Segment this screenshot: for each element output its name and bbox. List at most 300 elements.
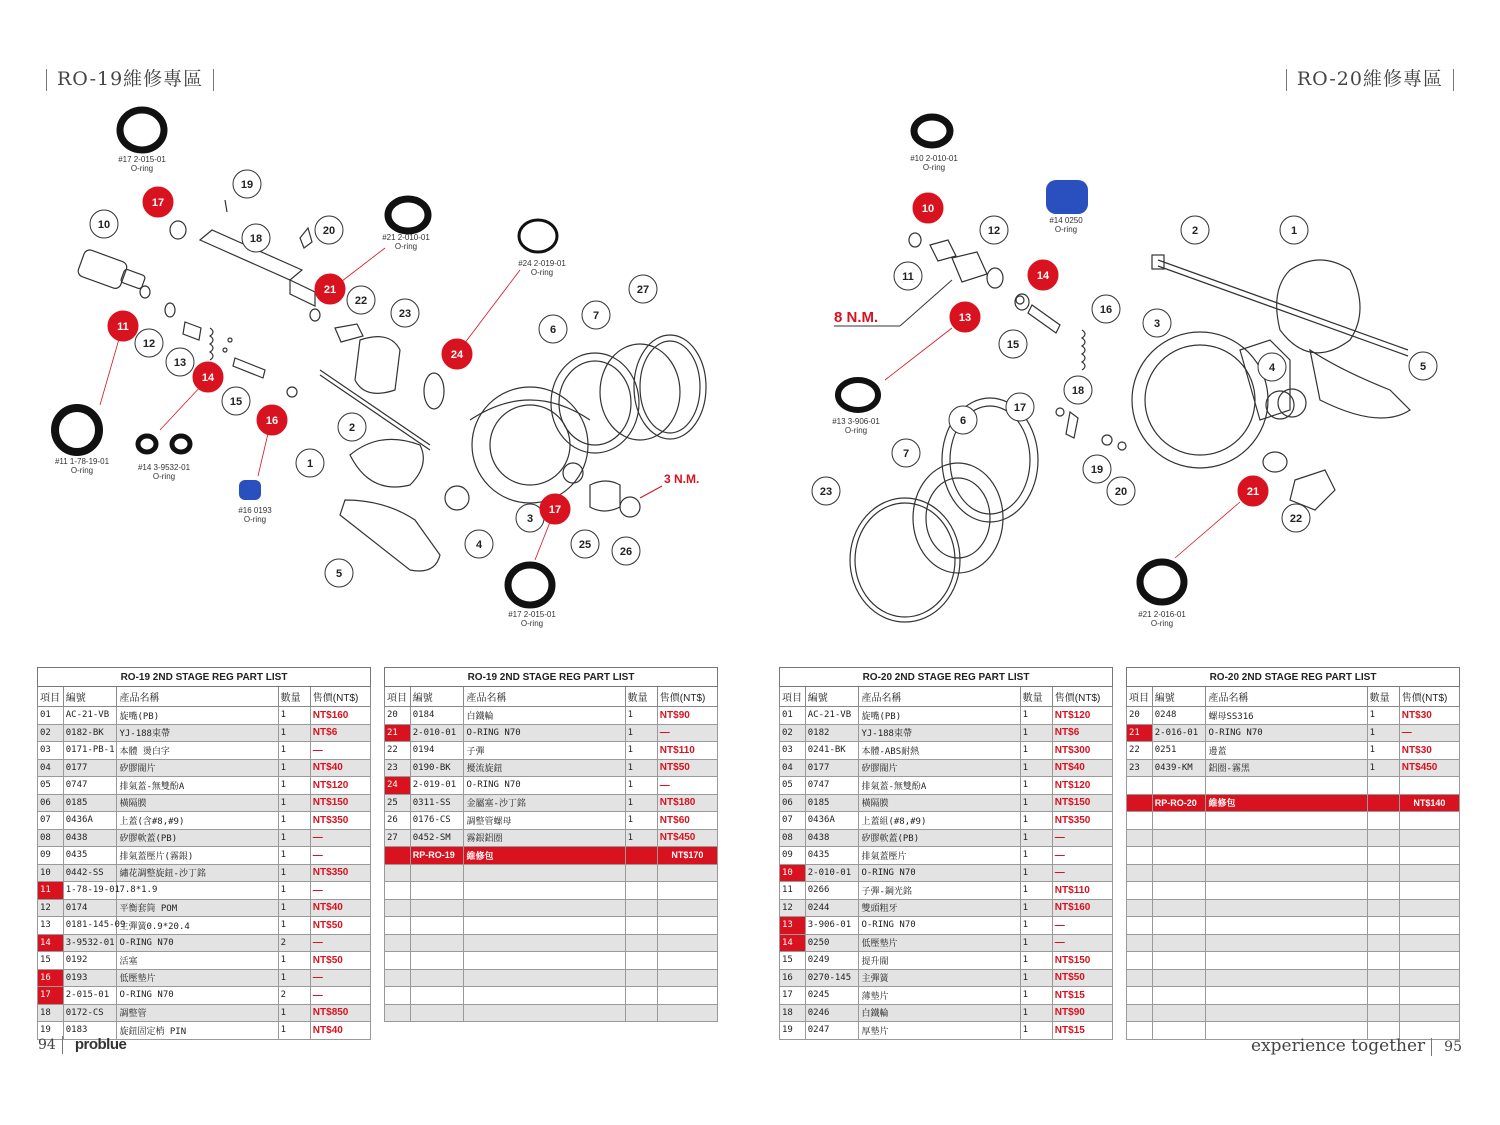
part-name: 矽膠閥片 (117, 759, 278, 777)
part-code (410, 952, 464, 970)
quantity (625, 882, 657, 900)
caption-13: #13 3-906-01 O-ring (832, 417, 880, 435)
price: NT$110 (1052, 882, 1112, 900)
price (1399, 934, 1459, 952)
part-name: 雙頭粗牙 (859, 899, 1020, 917)
item-number: 17 (38, 987, 64, 1005)
price: NT$110 (657, 742, 717, 760)
part-code (1152, 829, 1206, 847)
table-row (1127, 882, 1460, 900)
table-row (385, 987, 718, 1005)
part-name: 調整管 (117, 1004, 278, 1022)
table-row (385, 917, 718, 935)
title-text: RO-20維修專區 (1296, 68, 1443, 90)
table-row (385, 794, 718, 812)
caption-14: #14 3-9532-01 O-ring (137, 463, 191, 481)
table-row (38, 917, 371, 935)
callout-number: 17 (151, 197, 165, 209)
item-number: 14 (38, 934, 64, 952)
part-code (1152, 987, 1206, 1005)
callout-number: 1 (1290, 225, 1298, 237)
table-row (38, 864, 371, 882)
table-row (38, 899, 371, 917)
price: NT$350 (310, 864, 370, 882)
part-code: 2-016-01 (1152, 724, 1206, 742)
quantity: 1 (278, 969, 310, 987)
quantity: 1 (278, 917, 310, 935)
item-number: 21 (385, 724, 411, 742)
part-name (1206, 829, 1367, 847)
part-code: 0249 (805, 952, 859, 970)
part-code: 0439-KM (1152, 759, 1206, 777)
part-code: 0270-145 (805, 969, 859, 987)
part-name (464, 899, 625, 917)
part-name: 矽膠軟蓋(PB) (859, 829, 1020, 847)
quantity (625, 917, 657, 935)
quantity: 1 (625, 812, 657, 830)
item-number (1127, 1022, 1153, 1040)
item-number: 07 (780, 812, 806, 830)
quantity (1367, 864, 1399, 882)
table-row (780, 864, 1113, 882)
caption-14: #14 0250 O-ring (1049, 216, 1083, 234)
part-name (1206, 987, 1367, 1005)
item-number: 04 (38, 759, 64, 777)
quantity: 1 (1367, 707, 1399, 725)
quantity (1367, 777, 1399, 795)
price: NT$30 (1399, 707, 1459, 725)
part-code: 0174 (63, 899, 117, 917)
table-row (1127, 707, 1460, 725)
item-number: 20 (1127, 707, 1153, 725)
callout-number: 18 (249, 233, 263, 245)
part-code: 3-906-01 (805, 917, 859, 935)
table-row (385, 1004, 718, 1022)
quantity: 1 (625, 759, 657, 777)
item-number: 03 (38, 742, 64, 760)
price: — (657, 777, 717, 795)
part-code: 0436A (805, 812, 859, 830)
price: NT$15 (1052, 1022, 1112, 1040)
quantity: 1 (625, 777, 657, 795)
item-number: 08 (38, 829, 64, 847)
quantity (1367, 829, 1399, 847)
part-code: 0311-SS (410, 794, 464, 812)
price: NT$450 (1399, 759, 1459, 777)
part-name (464, 864, 625, 882)
part-name: 繡花調整旋鈕-沙丁銘 (117, 864, 278, 882)
table-title: RO-20 2ND STAGE REG PART LIST (780, 668, 1113, 687)
price: NT$40 (310, 899, 370, 917)
table-row (780, 812, 1113, 830)
price: NT$50 (310, 917, 370, 935)
part-code (1152, 952, 1206, 970)
quantity: 1 (1020, 934, 1052, 952)
part-code: 0435 (805, 847, 859, 865)
part-name (464, 934, 625, 952)
item-number: 12 (780, 899, 806, 917)
quantity: 1 (278, 794, 310, 812)
item-number (1127, 1004, 1153, 1022)
part-name: O-RING N70 (1206, 724, 1367, 742)
price: NT$15 (1052, 987, 1112, 1005)
item-number (1127, 899, 1153, 917)
quantity: 1 (625, 724, 657, 742)
callout-number: 20 (1114, 486, 1128, 498)
item-number (385, 864, 411, 882)
part-name: 維修包 (1206, 794, 1367, 812)
quantity (1367, 969, 1399, 987)
column-header: 售價(NT$) (657, 687, 717, 707)
price: NT$40 (310, 1022, 370, 1040)
part-code: 0182-BK (63, 724, 117, 742)
table-row (780, 882, 1113, 900)
price: — (1052, 864, 1112, 882)
table-row (385, 882, 718, 900)
part-code: 0747 (805, 777, 859, 795)
table-row (780, 742, 1113, 760)
price (1399, 812, 1459, 830)
part-name (1206, 1004, 1367, 1022)
part-name: 7.8*1.9 (117, 882, 278, 900)
callout-number: 23 (398, 308, 412, 320)
item-number: 05 (38, 777, 64, 795)
quantity: 1 (1020, 882, 1052, 900)
quantity: 1 (1020, 1022, 1052, 1040)
quantity (1367, 917, 1399, 935)
item-number: 19 (780, 1022, 806, 1040)
callout-number: 2 (1191, 225, 1199, 237)
caption-17b: #17 2-015-01 O-ring (508, 610, 556, 628)
item-number: 02 (780, 724, 806, 742)
table-row (1127, 777, 1460, 795)
part-code (1152, 777, 1206, 795)
part-code: 0176-CS (410, 812, 464, 830)
item-number (385, 969, 411, 987)
column-header: 數量 (625, 687, 657, 707)
price: NT$300 (1052, 742, 1112, 760)
item-number: 01 (780, 707, 806, 725)
callout-number: 20 (322, 225, 336, 237)
table-row (1127, 742, 1460, 760)
column-header: 數量 (278, 687, 310, 707)
part-code: 0182 (805, 724, 859, 742)
price (657, 934, 717, 952)
quantity: 1 (1020, 707, 1052, 725)
price: NT$90 (657, 707, 717, 725)
callout-number: 13 (173, 357, 187, 369)
quantity: 1 (1367, 724, 1399, 742)
quantity: 1 (1020, 829, 1052, 847)
table-row (780, 952, 1113, 970)
column-header: 項目 (1127, 687, 1153, 707)
callout-number: 17 (1013, 402, 1027, 414)
table-row (385, 724, 718, 742)
callout-number: 17 (548, 504, 562, 516)
quantity: 1 (625, 707, 657, 725)
table-row (38, 777, 371, 795)
item-number: 12 (38, 899, 64, 917)
price (657, 864, 717, 882)
price: — (310, 882, 370, 900)
table-row (38, 724, 371, 742)
price: — (310, 969, 370, 987)
item-number: 09 (780, 847, 806, 865)
column-header: 項目 (385, 687, 411, 707)
callout-number: 6 (959, 415, 967, 427)
item-number (1127, 864, 1153, 882)
part-name: 子彈 (464, 742, 625, 760)
item-number (385, 847, 411, 865)
column-header: 編號 (63, 687, 117, 707)
table-row (38, 759, 371, 777)
table-row (385, 707, 718, 725)
table-row (1127, 759, 1460, 777)
price (1399, 777, 1459, 795)
table-row (780, 724, 1113, 742)
column-header: 編號 (1152, 687, 1206, 707)
callout-number: 27 (636, 284, 650, 296)
part-code: 0185 (63, 794, 117, 812)
part-code: 0435 (63, 847, 117, 865)
part-name: 橫隔膜 (117, 794, 278, 812)
price (1399, 969, 1459, 987)
quantity: 1 (1020, 952, 1052, 970)
ro20-exploded-diagram (770, 100, 1470, 635)
part-code (410, 882, 464, 900)
item-number (1127, 794, 1153, 812)
table-row (38, 707, 371, 725)
quantity: 1 (1020, 777, 1052, 795)
quantity: 1 (625, 829, 657, 847)
price: NT$60 (657, 812, 717, 830)
part-code: 0184 (410, 707, 464, 725)
callout-number: 16 (265, 415, 279, 427)
quantity: 2 (278, 987, 310, 1005)
item-number (1127, 882, 1153, 900)
part-code: 3-9532-01 (63, 934, 117, 952)
part-code: 0190-BK (410, 759, 464, 777)
part-name (1206, 864, 1367, 882)
callout-number: 13 (958, 312, 972, 324)
price: — (310, 829, 370, 847)
column-header: 項目 (38, 687, 64, 707)
part-name (464, 969, 625, 987)
part-code: 0171-PB-1 (63, 742, 117, 760)
part-name: 矽膠閥片 (859, 759, 1020, 777)
quantity: 1 (1020, 864, 1052, 882)
price: NT$150 (1052, 794, 1112, 812)
item-number: 04 (780, 759, 806, 777)
price: NT$90 (1052, 1004, 1112, 1022)
table-row (780, 829, 1113, 847)
column-header: 數量 (1020, 687, 1052, 707)
callout-number: 12 (142, 338, 156, 350)
caption-21: #21 2-010-01 O-ring (382, 233, 430, 251)
part-name: 調整管螺母 (464, 812, 625, 830)
table-row (385, 812, 718, 830)
parts-table-ro19-a (37, 667, 371, 1040)
part-code: 0442-SS (63, 864, 117, 882)
quantity: 1 (1020, 724, 1052, 742)
part-code: 0266 (805, 882, 859, 900)
part-name (1206, 934, 1367, 952)
item-number: 18 (780, 1004, 806, 1022)
table-row (1127, 899, 1460, 917)
part-code: 0181-145-09 (63, 917, 117, 935)
item-number: 21 (1127, 724, 1153, 742)
callout-number: 24 (450, 349, 464, 361)
part-name: O-RING N70 (859, 917, 1020, 935)
page-number-right: 95 (1444, 1039, 1462, 1055)
repair-kit-row (385, 847, 718, 865)
part-code: 0241-BK (805, 742, 859, 760)
item-number: 07 (38, 812, 64, 830)
table-row (1127, 812, 1460, 830)
price: — (1399, 724, 1459, 742)
price: — (1052, 917, 1112, 935)
table-row (385, 899, 718, 917)
item-number: 11 (38, 882, 64, 900)
quantity: 1 (625, 742, 657, 760)
price: — (310, 987, 370, 1005)
callout-number: 19 (1090, 464, 1104, 476)
item-number (385, 882, 411, 900)
part-code: 0250 (805, 934, 859, 952)
price: NT$40 (310, 759, 370, 777)
quantity (1367, 987, 1399, 1005)
price (657, 969, 717, 987)
part-name (1206, 812, 1367, 830)
table-row (1127, 1004, 1460, 1022)
part-code (410, 864, 464, 882)
price: NT$120 (1052, 777, 1112, 795)
part-code: 2-015-01 (63, 987, 117, 1005)
quantity: 1 (278, 742, 310, 760)
part-code (410, 987, 464, 1005)
quantity: 1 (278, 1004, 310, 1022)
price (657, 952, 717, 970)
price: NT$120 (310, 777, 370, 795)
item-number: 09 (38, 847, 64, 865)
quantity: 1 (278, 812, 310, 830)
part-code (1152, 1004, 1206, 1022)
caption-17a: #17 2-015-01 O-ring (118, 155, 166, 173)
item-number: 20 (385, 707, 411, 725)
quantity (1367, 812, 1399, 830)
price: NT$850 (310, 1004, 370, 1022)
item-number: 22 (1127, 742, 1153, 760)
part-name: YJ-188束帶 (859, 724, 1020, 742)
callout-number: 22 (1289, 513, 1303, 525)
price: NT$30 (1399, 742, 1459, 760)
price (657, 882, 717, 900)
part-name (464, 987, 625, 1005)
callout-number: 7 (902, 448, 910, 460)
price (657, 987, 717, 1005)
part-code (1152, 934, 1206, 952)
part-code (1152, 847, 1206, 865)
table-row (38, 934, 371, 952)
table-row (780, 777, 1113, 795)
part-name: 低壓墊片 (117, 969, 278, 987)
callout-number: 3 (1153, 318, 1161, 330)
torque-label: 8 N.M. (834, 309, 879, 326)
part-name: 旋嘴(PB) (117, 707, 278, 725)
callout-number: 15 (229, 396, 243, 408)
part-name: O-RING N70 (464, 724, 625, 742)
quantity: 1 (278, 952, 310, 970)
price: NT$140 (1399, 794, 1459, 812)
part-name: 金屬塞-沙丁銘 (464, 794, 625, 812)
quantity: 1 (278, 864, 310, 882)
footer-right (1251, 1036, 1462, 1056)
footer-left (38, 1036, 126, 1054)
part-code: 0248 (1152, 707, 1206, 725)
quantity (625, 1004, 657, 1022)
part-name (1206, 899, 1367, 917)
callout-number: 16 (1099, 304, 1113, 316)
item-number (385, 1004, 411, 1022)
price (1399, 882, 1459, 900)
part-code: 2-019-01 (410, 777, 464, 795)
table-row (38, 952, 371, 970)
part-code: 0747 (63, 777, 117, 795)
item-number (1127, 934, 1153, 952)
part-code (410, 934, 464, 952)
item-number (1127, 917, 1153, 935)
callout-number: 22 (354, 295, 368, 307)
quantity: 1 (1020, 1004, 1052, 1022)
price (657, 917, 717, 935)
price (1399, 829, 1459, 847)
table-row (38, 847, 371, 865)
item-number: 15 (780, 952, 806, 970)
price: NT$350 (1052, 812, 1112, 830)
callout-number: 2 (348, 422, 356, 434)
callout-number: 7 (592, 310, 600, 322)
table-row (385, 777, 718, 795)
item-number (1127, 829, 1153, 847)
part-code (410, 969, 464, 987)
table-row (385, 759, 718, 777)
item-number: 11 (780, 882, 806, 900)
item-number: 08 (780, 829, 806, 847)
price (1399, 847, 1459, 865)
item-number: 16 (38, 969, 64, 987)
item-number: 22 (385, 742, 411, 760)
table-row (38, 987, 371, 1005)
caption-24: #24 2-019-01 O-ring (518, 259, 566, 277)
quantity (625, 969, 657, 987)
table-row (780, 934, 1113, 952)
part-name: 活塞 (117, 952, 278, 970)
quantity: 1 (278, 882, 310, 900)
parts-table-ro20-b (1126, 667, 1460, 1040)
table-row (385, 864, 718, 882)
item-number (385, 899, 411, 917)
part-name: 排氣蓋壓片 (859, 847, 1020, 865)
column-header: 產品名稱 (117, 687, 278, 707)
callout-number: 18 (1071, 385, 1085, 397)
table-row (38, 882, 371, 900)
part-code (1152, 882, 1206, 900)
callout-number: 1 (306, 458, 314, 470)
price: NT$450 (657, 829, 717, 847)
table-row (38, 794, 371, 812)
part-code (1152, 899, 1206, 917)
item-number (1127, 987, 1153, 1005)
